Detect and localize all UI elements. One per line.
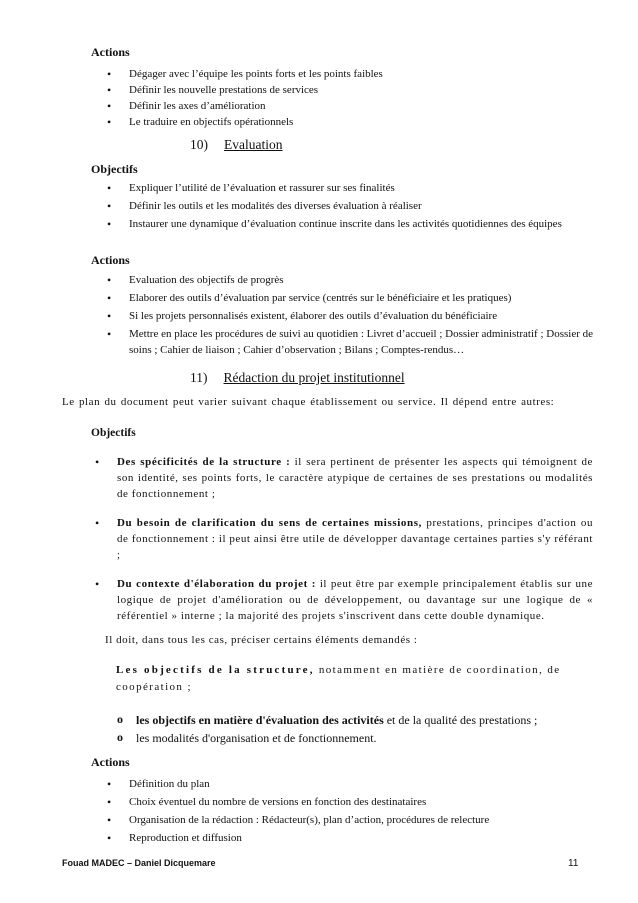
- list-item: • Instaurer une dynamique d’évaluation continue inscrite dans les activités quotidiennes des équipes: [105, 216, 593, 232]
- footer-author: Fouad MADEC – Daniel Dicquemare: [62, 858, 216, 868]
- section-11-title: [190, 370, 405, 386]
- actions-heading-3: Actions: [91, 755, 130, 769]
- list-item: • Le traduire en objectifs opérationnels: [105, 114, 575, 130]
- item-text: il sera pertinent de présenter les aspects qui témoignent de son identité, ses points forts, le caractère atypique de certaines de ses prestations ou modalités de fonctionnement ;: [117, 456, 593, 500]
- list-item: • Définition du plan: [105, 776, 593, 792]
- item-text: et de la qualité des prestations ;: [383, 713, 538, 727]
- must-specify-paragraph: Il doit, dans tous les cas, préciser certains éléments demandés :: [105, 634, 418, 646]
- item-text: les modalités d'organisation et de fonctionnement.: [136, 731, 377, 745]
- list-item: • Organisation de la rédaction : Rédacteur(s), plan d’action, procédures de relecture: [105, 812, 593, 828]
- list-item: [93, 454, 593, 502]
- intro-paragraph: Le plan du document peut varier suivant chaque établissement ou service. Il dépend entre autres:: [62, 396, 555, 408]
- item-bold: les objectifs en matière d'évaluation des activités: [136, 713, 384, 727]
- objectives-list-1: [105, 180, 593, 232]
- list-item: [116, 730, 586, 746]
- actions-list-1: [105, 66, 575, 130]
- section-label: Rédaction du projet institutionnel: [223, 370, 405, 385]
- list-item: • Expliquer l’utilité de l’évaluation et rassurer sur ses finalités: [105, 180, 593, 196]
- actions-list-2: [105, 272, 593, 358]
- section-10-title: [190, 137, 282, 153]
- list-item: [93, 515, 593, 563]
- list-item: • Evaluation des objectifs de progrès: [105, 272, 593, 288]
- structure-objectives-paragraph: [116, 662, 596, 696]
- sub-items-list: [116, 712, 586, 746]
- list-item: • Définir les axes d’amélioration: [105, 98, 575, 114]
- paragraph-bold: Les objectifs de la structure,: [116, 664, 315, 676]
- list-item: • Définir les nouvelle prestations de services: [105, 82, 575, 98]
- objectives-list-2: [93, 454, 593, 637]
- list-item: • Choix éventuel du nombre de versions en fonction des destinataires: [105, 794, 593, 810]
- list-item: • Définir les outils et les modalités des diverses évaluation à réaliser: [105, 198, 593, 214]
- section-label: Evaluation: [224, 137, 283, 152]
- objectives-heading-2: Objectifs: [91, 427, 136, 439]
- list-item: • Dégager avec l’équipe les points forts et les points faibles: [105, 66, 575, 82]
- paragraph-text: notamment en matière de coordination, de coopération ;: [116, 664, 561, 693]
- item-bold: Des spécificités de la structure :: [117, 456, 291, 468]
- section-number: 10): [190, 137, 208, 152]
- objectives-heading-1: Objectifs: [91, 162, 138, 176]
- list-item: [116, 712, 586, 728]
- list-item: • Elaborer des outils d’évaluation par service (centrés sur le bénéficiaire et les pratiques): [105, 290, 593, 306]
- actions-heading-1: Actions: [91, 45, 130, 59]
- item-bold: Du besoin de clarification du sens de certaines missions,: [117, 517, 422, 529]
- list-item: • Mettre en place les procédures de suivi au quotidien : Livret d’accueil ; Dossier administratif ; Dossier de soins ; Cahier de liaison ; Cahier d’observation ; Bilans ; Comptes-rendus…: [105, 326, 593, 358]
- item-text: prestations, principes d'action ou de fonctionnement : il peut ainsi être utile de développer davantage certaines parties s'y référant ;: [117, 517, 593, 561]
- list-item: • Reproduction et diffusion: [105, 830, 593, 846]
- item-text: il peut être par exemple principalement établis sur une logique de projet d'amélioration ou de développement, ou davantage sur une logique de « référentiel » interne ; la majorité des projets s'inscrivent dans cette double dynamique.: [117, 578, 593, 622]
- list-item: • Si les projets personnalisés existent, élaborer des outils d’évaluation du bénéficiaire: [105, 308, 593, 324]
- actions-heading-2: Actions: [91, 253, 130, 267]
- item-bold: Du contexte d'élaboration du projet :: [117, 578, 317, 590]
- actions-list-3: [105, 776, 593, 846]
- page-number: 11: [568, 858, 579, 869]
- list-item: [93, 576, 593, 624]
- section-number: 11): [190, 370, 208, 385]
